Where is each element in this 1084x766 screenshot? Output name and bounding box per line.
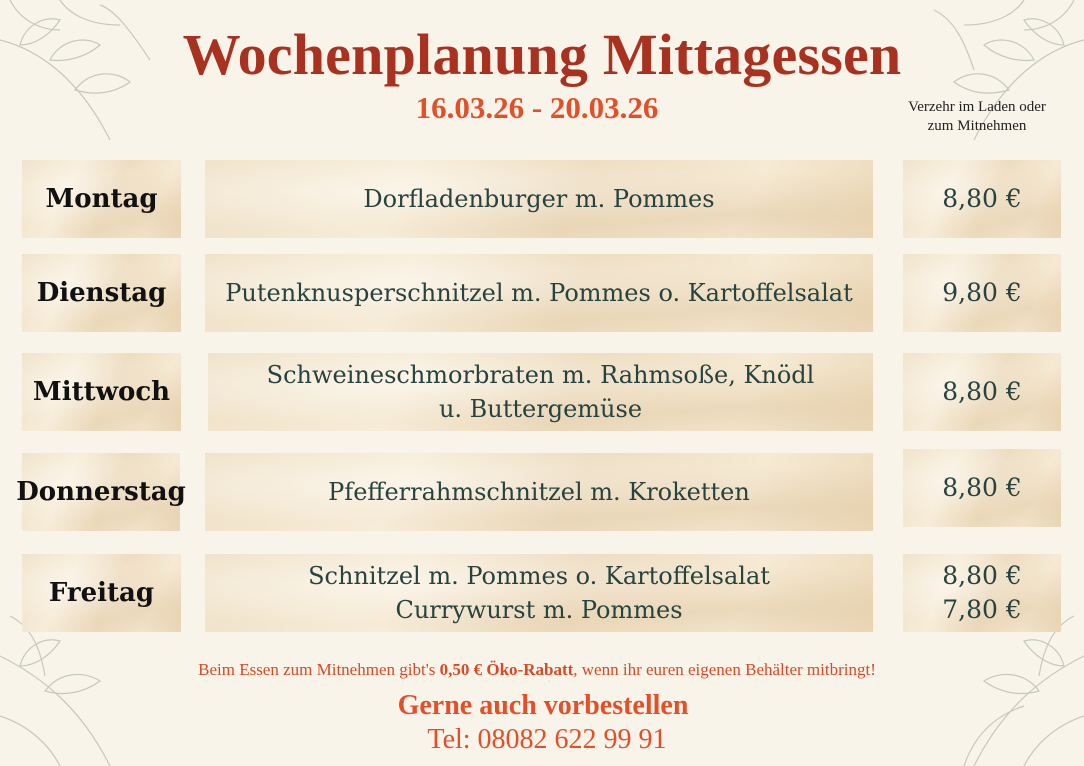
note-text: , wenn ihr euren eigenen Behälter mitbringt!: [573, 660, 876, 679]
dish-box-mittwoch: [208, 353, 873, 431]
dish-box-donnerstag: [205, 453, 873, 531]
price-text: 8,80 €: [942, 473, 1022, 502]
dish-text: Schnitzel m. Pommes o. Kartoffelsalat: [308, 562, 770, 590]
price-text: 8,80 €: [942, 377, 1022, 406]
price-text: 8,80 €: [942, 561, 1022, 590]
price-box-montag: [903, 160, 1061, 238]
dish-text: Currywurst m. Pommes: [395, 596, 683, 624]
day-box-mittwoch: [22, 353, 181, 431]
price-text: 8,80 €: [942, 184, 1022, 213]
discount-note: [0, 660, 1074, 680]
day-box-freitag: [22, 554, 181, 632]
dish-text: Dorfladenburger m. Pommes: [363, 185, 715, 213]
price-column-note: Verzehr im Laden oder zum Mitnehmen: [908, 99, 1046, 134]
price-text: 7,80 €: [942, 595, 1022, 624]
day-label: Montag: [45, 184, 158, 214]
day-box-montag: [22, 160, 181, 238]
price-box-freitag: [903, 554, 1061, 632]
price-box-dienstag: [903, 254, 1061, 332]
note-text: Beim Essen zum Mitnehmen gibt's: [198, 660, 440, 679]
day-box-dienstag: [22, 254, 181, 332]
dish-text: u. Buttergemüse: [438, 395, 643, 423]
date-range: 16.03.26 - 20.03.26: [415, 90, 659, 125]
dish-text: Putenknusperschnitzel m. Pommes o. Kartoffelsalat: [225, 279, 853, 307]
dish-box-freitag: [205, 554, 873, 632]
day-box-donnerstag: [16, 453, 186, 531]
day-label: Mittwoch: [32, 377, 171, 407]
preorder-text: Gerne auch vorbestellen: [397, 690, 689, 721]
price-box-donnerstag: [903, 449, 1061, 527]
day-label: Freitag: [48, 578, 155, 608]
dish-box-dienstag: [205, 254, 873, 332]
dish-text: Schweineschmorbraten m. Rahmsoße, Knödl: [266, 361, 815, 389]
day-label: Donnerstag: [16, 477, 186, 507]
price-box-mittwoch: [903, 353, 1061, 431]
dish-text: Pfefferrahmschnitzel m. Kroketten: [328, 478, 750, 506]
price-text: 9,80 €: [942, 278, 1022, 307]
dish-box-montag: [205, 160, 873, 238]
phone-number: Tel: 08082 622 99 91: [427, 724, 667, 755]
day-label: Dienstag: [36, 278, 167, 308]
note-discount: 0,50 € Öko-Rabatt: [439, 660, 574, 679]
page-title: Wochenplanung Mittagessen: [182, 22, 902, 87]
